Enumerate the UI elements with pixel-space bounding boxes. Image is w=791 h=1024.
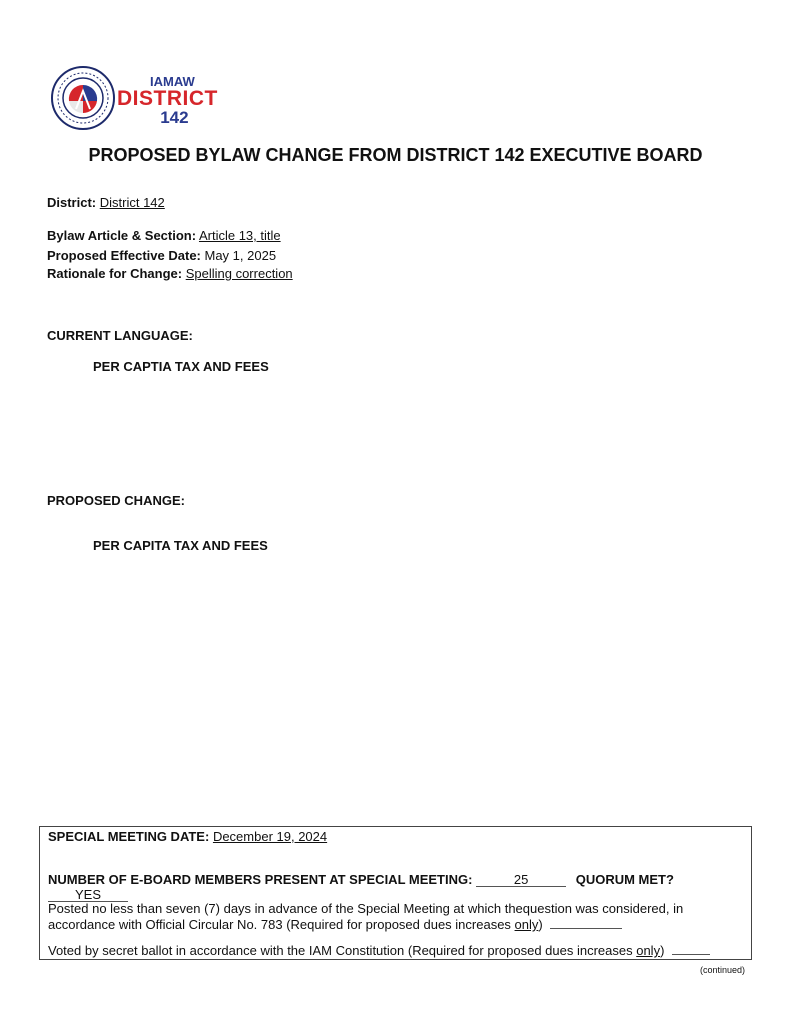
special-meeting-box bbox=[39, 826, 752, 960]
posted-only: only bbox=[514, 917, 539, 932]
quorum-value: YES bbox=[48, 887, 128, 902]
current-language-heading: CURRENT LANGUAGE: bbox=[47, 328, 193, 343]
posted-statement bbox=[48, 901, 683, 933]
meeting-date-line bbox=[48, 829, 327, 844]
page-title: PROPOSED BYLAW CHANGE FROM DISTRICT 142 EXECUTIVE BOARD bbox=[88, 145, 703, 165]
posted-line-2-prefix: accordance with Official Circular No. 783 (Required for proposed dues increases bbox=[48, 917, 515, 932]
district-label: District: bbox=[47, 195, 97, 210]
rationale-value: Spelling correction bbox=[185, 266, 293, 281]
district-value: District 142 bbox=[99, 195, 165, 210]
logo-district-word: DISTRICT bbox=[117, 87, 218, 110]
district-field bbox=[47, 195, 165, 210]
article-field bbox=[47, 228, 281, 243]
members-label: NUMBER OF E-BOARD MEMBERS PRESENT AT SPECIAL MEETING: bbox=[48, 872, 473, 887]
logo-district-number: 142 bbox=[160, 108, 189, 127]
logo-wordmark bbox=[117, 75, 218, 126]
voted-suffix: ) bbox=[660, 943, 665, 958]
effective-date-field bbox=[47, 248, 276, 263]
quorum-label: QUORUM MET? bbox=[575, 872, 674, 887]
effective-date-label: Proposed Effective Date: bbox=[47, 248, 201, 263]
article-label: Bylaw Article & Section: bbox=[47, 228, 197, 243]
current-language-text: PER CAPTIA TAX AND FEES bbox=[93, 359, 269, 374]
posted-line-2-suffix: ) bbox=[538, 917, 543, 932]
iam-seal-icon bbox=[50, 65, 116, 131]
district-logo bbox=[50, 63, 220, 133]
voted-blank bbox=[672, 944, 710, 955]
rationale-label: Rationale for Change: bbox=[47, 266, 183, 281]
voted-statement bbox=[48, 943, 710, 958]
members-value: 25 bbox=[476, 872, 566, 887]
rationale-field bbox=[47, 266, 293, 281]
meeting-date-value: December 19, 2024 bbox=[212, 829, 328, 844]
members-line bbox=[48, 872, 751, 902]
posted-blank bbox=[550, 918, 622, 929]
voted-prefix: Voted by secret ballot in accordance with the IAM Constitution (Required for proposed dues increases bbox=[48, 943, 637, 958]
continued-note: (continued) bbox=[699, 965, 745, 975]
voted-only: only bbox=[636, 943, 661, 958]
proposed-change-text: PER CAPITA TAX AND FEES bbox=[93, 538, 268, 553]
posted-line-1: Posted no less than seven (7) days in advance of the Special Meeting at which thequestion was considered, in bbox=[48, 901, 684, 916]
effective-date-value: May 1, 2025 bbox=[204, 248, 277, 263]
logo-org: IAMAW bbox=[150, 74, 195, 89]
proposed-change-heading: PROPOSED CHANGE: bbox=[47, 493, 185, 508]
article-value: Article 13, title bbox=[198, 228, 281, 243]
meeting-date-label: SPECIAL MEETING DATE: bbox=[48, 829, 210, 844]
